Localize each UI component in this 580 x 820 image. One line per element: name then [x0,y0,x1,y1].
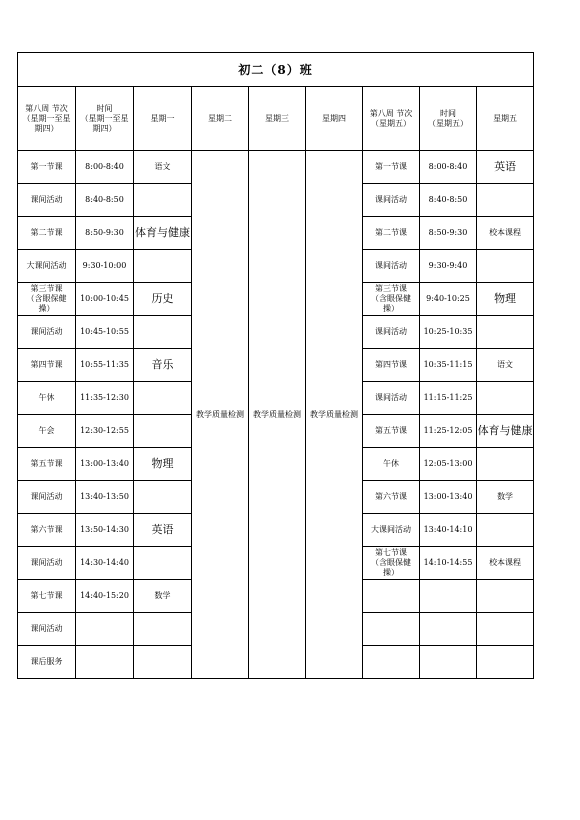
period-left: 第四节课 [18,349,76,382]
header-wednesday: 星期三 [249,87,306,151]
monday-subject [134,316,192,349]
period-right: 第四节课 [363,349,420,382]
monday-subject [134,415,192,448]
time-right: 11:25-12:05 [420,415,477,448]
period-left: 大课间活动 [18,250,76,283]
period-right: 课间活动 [363,250,420,283]
time-right [420,646,477,679]
period-right: 第一节课 [363,151,420,184]
monday-subject [134,382,192,415]
monday-subject: 物理 [134,448,192,481]
time-right: 8:00-8:40 [420,151,477,184]
header-thursday: 星期四 [306,87,363,151]
period-right [363,613,420,646]
friday-subject [477,448,534,481]
period-right: 第三节课 （含眼保健 操） [363,283,420,316]
time-right: 14:10-14:55 [420,547,477,580]
table-row [18,151,534,184]
time-left: 10:45-10:55 [76,316,134,349]
time-right: 11:15-11:25 [420,382,477,415]
period-right: 午休 [363,448,420,481]
friday-subject [477,382,534,415]
time-left [76,613,134,646]
time-left: 13:00-13:40 [76,448,134,481]
monday-subject: 体育与健康 [134,217,192,250]
period-left: 第三节课 （含眼保健 操） [18,283,76,316]
friday-subject: 语文 [477,349,534,382]
time-left: 10:00-10:45 [76,283,134,316]
friday-subject: 体育与健康 [477,415,534,448]
time-right: 13:40-14:10 [420,514,477,547]
period-right [363,646,420,679]
time-left: 12:30-12:55 [76,415,134,448]
time-left: 14:40-15:20 [76,580,134,613]
period-right: 课间活动 [363,382,420,415]
friday-subject: 英语 [477,151,534,184]
merged-wed-exam: 教学质量检测 [249,151,306,679]
period-left: 午会 [18,415,76,448]
monday-subject [134,613,192,646]
period-right: 课间活动 [363,316,420,349]
period-left: 课后服务 [18,646,76,679]
time-right: 8:50-9:30 [420,217,477,250]
monday-subject [134,184,192,217]
class-title: 初二（8）班 [18,53,534,87]
time-right: 9:30-9:40 [420,250,477,283]
monday-subject: 数学 [134,580,192,613]
period-right: 第二节课 [363,217,420,250]
time-right: 13:00-13:40 [420,481,477,514]
time-left [76,646,134,679]
monday-subject [134,646,192,679]
period-right: 第七节课 （含眼保健 操） [363,547,420,580]
time-right: 9:40-10:25 [420,283,477,316]
header-period-right: 第八周 节次 （星期五） [363,87,420,151]
friday-subject [477,316,534,349]
time-right [420,613,477,646]
friday-subject: 物理 [477,283,534,316]
time-left: 8:00-8:40 [76,151,134,184]
timetable [17,52,534,679]
friday-subject [477,250,534,283]
header-row [18,87,534,151]
period-left: 第七节课 [18,580,76,613]
header-period-left: 第八周 节次 （星期一至星 期四） [18,87,76,151]
header-time-left: 时间 （星期一至星 期四） [76,87,134,151]
header-tuesday: 星期二 [192,87,249,151]
header-time-right: 时间 （星期五） [420,87,477,151]
friday-subject: 校本课程 [477,547,534,580]
friday-subject: 校本课程 [477,217,534,250]
friday-subject [477,514,534,547]
period-right: 大课间活动 [363,514,420,547]
header-friday: 星期五 [477,87,534,151]
period-right: 课间活动 [363,184,420,217]
friday-subject [477,613,534,646]
period-right: 第六节课 [363,481,420,514]
period-left: 午休 [18,382,76,415]
monday-subject: 英语 [134,514,192,547]
period-right: 第五节课 [363,415,420,448]
time-right: 10:35-11:15 [420,349,477,382]
friday-subject [477,646,534,679]
monday-subject: 语文 [134,151,192,184]
time-left: 11:35-12:30 [76,382,134,415]
time-right: 8:40-8:50 [420,184,477,217]
monday-subject [134,547,192,580]
time-left: 10:55-11:35 [76,349,134,382]
time-left: 8:50-9:30 [76,217,134,250]
time-left: 13:40-13:50 [76,481,134,514]
period-left: 第五节课 [18,448,76,481]
period-left: 课间活动 [18,184,76,217]
period-left: 第一节课 [18,151,76,184]
period-left: 第二节课 [18,217,76,250]
friday-subject: 数学 [477,481,534,514]
time-right [420,580,477,613]
monday-subject [134,250,192,283]
monday-subject [134,481,192,514]
monday-subject: 历史 [134,283,192,316]
friday-subject [477,184,534,217]
period-left: 课间活动 [18,613,76,646]
period-left: 第六节课 [18,514,76,547]
merged-thu-exam: 教学质量检测 [306,151,363,679]
header-monday: 星期一 [134,87,192,151]
period-right [363,580,420,613]
period-left: 课间活动 [18,547,76,580]
time-left: 14:30-14:40 [76,547,134,580]
period-left: 课间活动 [18,316,76,349]
time-right: 10:25-10:35 [420,316,477,349]
time-left: 9:30-10:00 [76,250,134,283]
time-right: 12:05-13:00 [420,448,477,481]
timetable-sheet [17,52,533,666]
friday-subject [477,580,534,613]
merged-tue-exam: 教学质量检测 [192,151,249,679]
period-left: 课间活动 [18,481,76,514]
monday-subject: 音乐 [134,349,192,382]
time-left: 8:40-8:50 [76,184,134,217]
time-left: 13:50-14:30 [76,514,134,547]
